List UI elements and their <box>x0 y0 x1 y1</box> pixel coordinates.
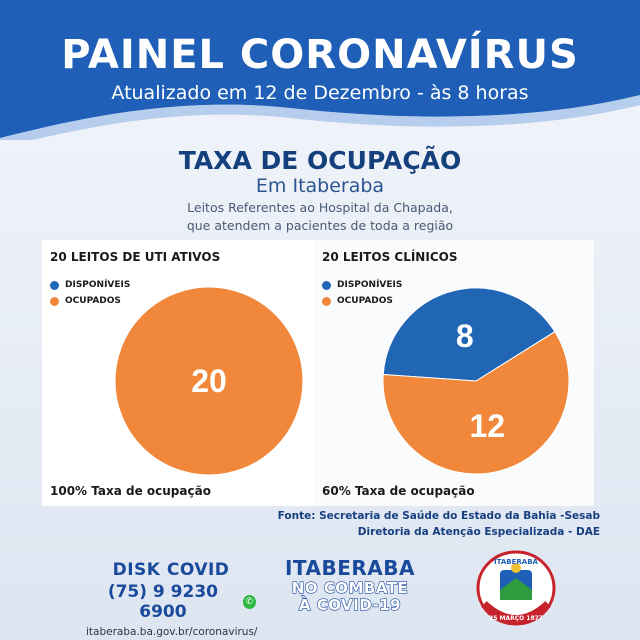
phone-number[interactable] <box>86 582 256 622</box>
crest-emblem <box>470 548 562 630</box>
section-title: TAXA DE OCUPAÇÃO <box>178 146 462 175</box>
uti-occupancy-rate: 100% Taxa de ocupação <box>50 484 211 498</box>
uti-chart-title: 20 LEITOS DE UTI ATIVOS <box>50 250 221 264</box>
page-title: PAINEL CORONAVÍRUS <box>61 32 579 78</box>
uti-legend-occupied-label: OCUPADOS <box>65 296 121 306</box>
disk-covid-label: DISK COVID <box>112 560 230 580</box>
slogan-line-1: NO COMBATE <box>291 579 409 597</box>
pie-value-label: 8 <box>455 317 474 354</box>
pie-value-label: 12 <box>469 408 506 445</box>
clinical-pie-chart <box>314 240 594 480</box>
slogan-line-2: À COVID-19 <box>298 596 402 614</box>
uti-legend-available-label: DISPONÍVEIS <box>65 280 131 290</box>
website-link[interactable]: itaberaba.ba.gov.br/coronavirus/ <box>86 626 258 638</box>
disk-covid-block <box>86 560 256 638</box>
phone-text[interactable]: (75) 9 9230 6900 <box>107 582 218 622</box>
city-name: ITABERABA <box>284 556 416 580</box>
clinical-chart-panel <box>314 240 594 506</box>
clinical-legend-occupied-label: OCUPADOS <box>337 296 393 306</box>
uti-pie-chart <box>42 240 314 480</box>
source-line-2: Diretoria da Atenção Especializada - DAE <box>357 526 600 538</box>
crest-bottom-text: 25 MARÇO 1877 <box>489 615 543 622</box>
city-crest-logo <box>470 548 562 634</box>
whatsapp-icon: ✆ <box>243 595 256 609</box>
pie-value-label: 20 <box>191 363 227 399</box>
data-source <box>278 508 600 540</box>
clinical-occupancy-rate: 60% Taxa de ocupação <box>322 484 475 498</box>
section-note-line-2: que atendem a pacientes de toda a região <box>186 218 454 233</box>
section-note <box>0 199 640 235</box>
section-subtitle: Em Itaberaba <box>255 175 385 197</box>
crest-top-text: ITABERABA <box>494 558 538 566</box>
uti-chart-panel <box>42 240 314 506</box>
clinical-legend-available-label: DISPONÍVEIS <box>337 280 403 290</box>
campaign-block <box>270 556 430 614</box>
page-subtitle: Atualizado em 12 de Dezembro - às 8 horas <box>111 82 529 104</box>
clinical-chart-title: 20 LEITOS CLÍNICOS <box>322 250 458 264</box>
source-line-1: Fonte: Secretaria de Saúde do Estado da Bahia -Sesab <box>277 510 600 522</box>
section-note-line-1: Leitos Referentes ao Hospital da Chapada, <box>187 200 453 215</box>
